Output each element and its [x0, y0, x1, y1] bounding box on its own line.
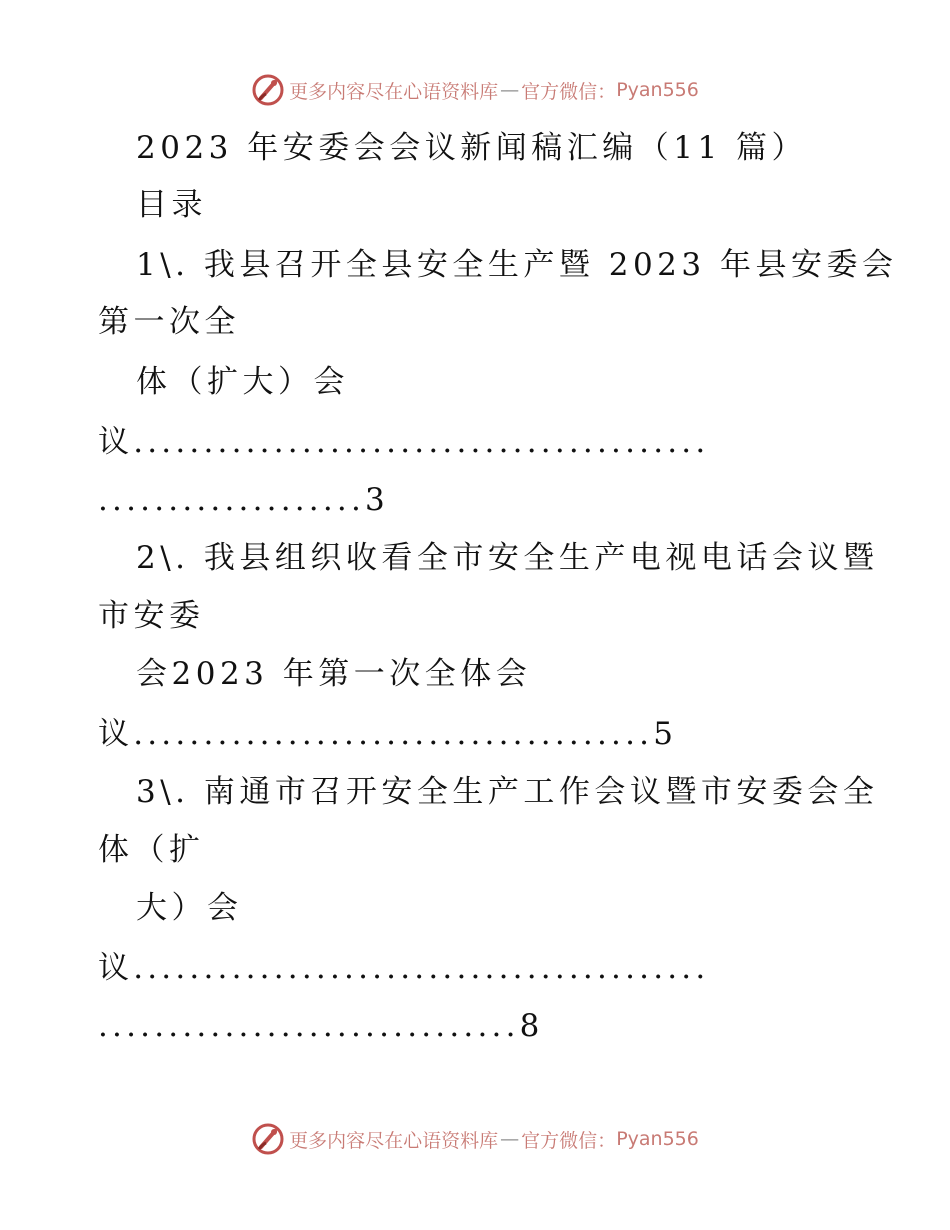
toc-entry-1-leader: 议.........................................: [98, 424, 710, 460]
toc-entry-3-page: ..............................8: [98, 1008, 544, 1044]
footer-watermark: [0, 1119, 950, 1159]
watermark-account: Pyan556: [616, 79, 699, 101]
watermark-contact: 官方微信：: [521, 1129, 617, 1152]
brush-logo-icon: [251, 1122, 285, 1156]
toc-entry-1-line-3: 体（扩大）会: [136, 364, 349, 400]
toc-entry-3-line-2: 体（扩: [98, 832, 205, 868]
toc-entry-3-leader: 议.........................................: [98, 950, 710, 986]
watermark-text: 更多内容尽在心语资料库: [289, 1129, 499, 1152]
watermark-separator: —: [500, 79, 520, 101]
toc-entry-2-page: 议.....................................5: [98, 716, 678, 752]
toc-entry-3-line-1: 3\. 南通市召开安全生产工作会议暨市安委会全: [136, 774, 879, 810]
watermark-contact: 官方微信：: [521, 80, 617, 103]
watermark-text: 更多内容尽在心语资料库: [289, 80, 499, 103]
toc-entry-1-page: ...................3: [98, 482, 389, 518]
toc-entry-3-line-3: 大）会: [136, 890, 243, 926]
toc-entry-1-line-1: 1\. 我县召开全县安全生产暨 2023 年县安委会: [136, 247, 898, 283]
toc-heading: 目录: [136, 187, 207, 223]
toc-entry-2-line-2: 市安委: [98, 598, 205, 634]
watermark-separator: —: [500, 1128, 520, 1150]
toc-entry-2-line-3: 会2023 年第一次全体会: [136, 656, 532, 692]
document-title: 2023 年安委会会议新闻稿汇编（11 篇）: [136, 130, 808, 166]
toc-entry-1-line-2: 第一次全: [98, 304, 240, 340]
header-watermark: [0, 70, 950, 110]
watermark-account: Pyan556: [616, 1128, 699, 1150]
brush-logo-icon: [251, 73, 285, 107]
toc-entry-2-line-1: 2\. 我县组织收看全市安全生产电视电话会议暨: [136, 540, 879, 576]
